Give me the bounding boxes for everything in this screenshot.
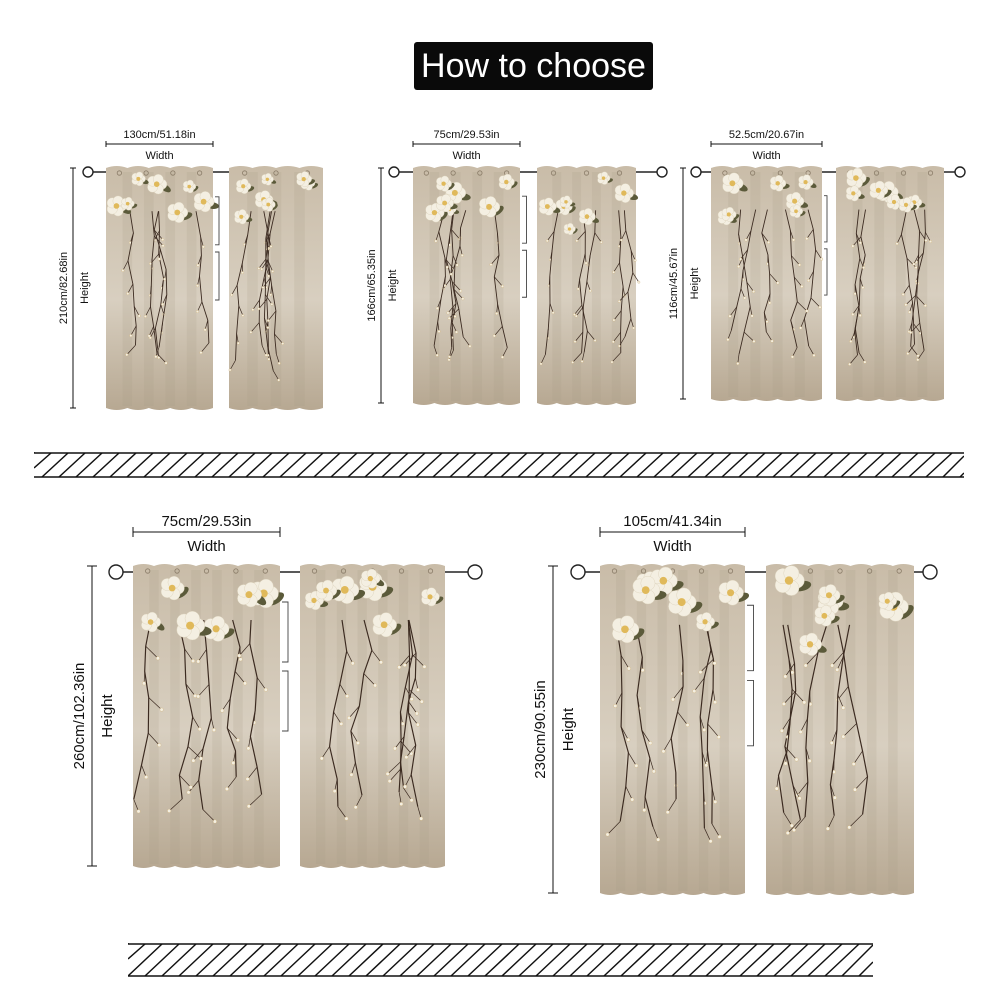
width-value: 130cm/51.18in (123, 129, 196, 141)
height-value: 166cm/65.35in (366, 249, 378, 322)
floor-hatch-top (34, 452, 964, 478)
width-value: 52.5cm/20.67in (728, 129, 805, 141)
width-label: Width (145, 150, 174, 162)
height-label: Height (79, 272, 91, 304)
floor-hatch-bottom (128, 943, 873, 977)
width-label: Width (653, 538, 692, 555)
height-value: 210cm/82.68in (58, 251, 70, 325)
width-value: 105cm/41.34in (623, 513, 722, 530)
height-label: Height (99, 694, 116, 738)
curtain-panel (766, 564, 916, 895)
page-title: How to choose (414, 42, 653, 90)
height-value: 116cm/45.67in (668, 247, 680, 320)
width-label: Width (752, 150, 781, 162)
width-value: 75cm/29.53in (161, 513, 252, 530)
height-value: 230cm/90.55in (532, 680, 549, 779)
height-label: Height (387, 269, 399, 302)
curtain-panel (600, 564, 750, 895)
rod-finial-left (571, 565, 585, 579)
width-value: 75cm/29.53in (433, 129, 500, 141)
height-label: Height (689, 267, 701, 300)
height-value: 260cm/102.36in (71, 662, 88, 770)
width-label: Width (452, 150, 481, 162)
height-label: Height (560, 707, 577, 752)
width-label: Width (187, 538, 226, 555)
rod-finial-right (923, 565, 937, 579)
